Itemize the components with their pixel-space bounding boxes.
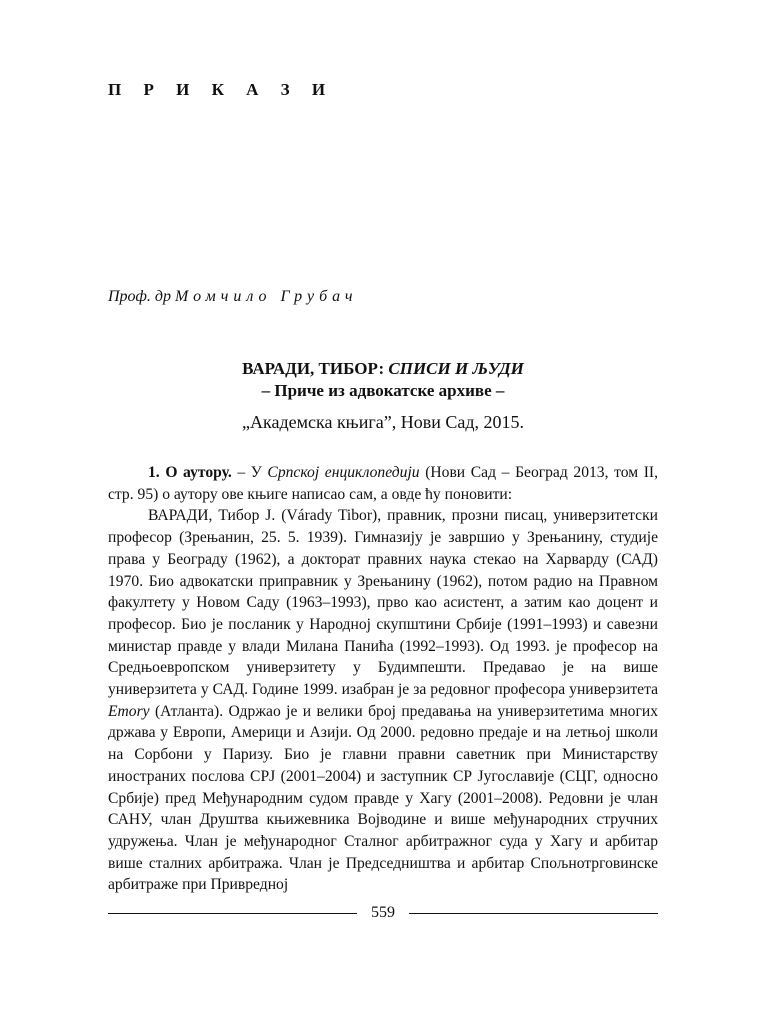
- article-body: [108, 462, 658, 896]
- book-title: [108, 358, 658, 380]
- paragraph-text: (Атланта). Одржао је и велики број предавања на универзитетима многих држава у Европи, Америци и Азији. Од 2000. редовно предаје и на летњој школи на Сорбони у Паризу. Био је главни правни саветник при Министарству иностраних послова СРЈ (2001–2004) и заступник СР Југославије (СЦГ, односно Србије) пред Међународним судом правде у Хагу (2001–2008). Редовни је члан САНУ, члан Друштва књижевника Војводине и више међународних стручних удружења. Члан је међународног Сталног арбитражног суда у Хагу и арбитар више сталних арбитража. Члан је Председништва и арбитар Спољнотрговинске арбитраже при Привредној: [108, 702, 658, 894]
- paragraph-2: [108, 505, 658, 896]
- paragraph-text: (Нови Сад – Београд 2013, том II, стр. 95) о аутору ове књиге написао сам, а овде ћу поновити:: [108, 464, 658, 503]
- paragraph-text: ВАРАДИ, Тибор Ј. (Várady Tibor), правник, прозни писац, универзитетски професор (Зрењанин, 25. 5. 1939). Гимназију је завршио у Зрењанину, студије права у Београду (1962), а докторат правних наука стекао на Харварду (САД) 1970. Био адвокатски приправник у Зрењанину (1962), потом радио на Правном факултету у Новом Саду (1963–1993), прво као асистент, а затим као доцент и професор. Био је посланик у Народној скупштини Србије (1991–1993) и савезни министар правде у влади Милана Панића (1992–1993). Од 1993. је професор на Средњоевропском универзитету у Будимпешти. Предавао је на више универзитета у САД. Године 1999. изабран је за редовног професора универзитета: [108, 507, 658, 699]
- university-name: Emory: [108, 702, 150, 720]
- page-number: 559: [371, 904, 395, 921]
- book-subtitle: – Приче из адвокатске архиве –: [261, 381, 505, 400]
- paragraph-text: – У: [231, 464, 268, 481]
- book-publisher: „Академска књига”, Нови Сад, 2015.: [242, 412, 524, 432]
- paragraph-1: [108, 462, 658, 505]
- book-title-italic: СПИСИ И ЉУДИ: [388, 359, 524, 378]
- paragraph-lead: 1. О аутору.: [148, 464, 232, 481]
- encyclopedia-title: Српској енциклопедији: [267, 464, 420, 481]
- review-author: [108, 288, 358, 306]
- page-footer: [108, 904, 658, 922]
- footer-rule-right: [409, 913, 658, 914]
- author-title: Проф. др: [108, 288, 176, 305]
- book-title-block: [108, 358, 658, 434]
- book-author-name: ВАРАДИ, ТИБОР:: [242, 359, 389, 378]
- author-name: Момчило Грубач: [175, 288, 358, 305]
- footer-rule-left: [108, 913, 357, 914]
- section-heading: П Р И К А З И: [108, 80, 335, 99]
